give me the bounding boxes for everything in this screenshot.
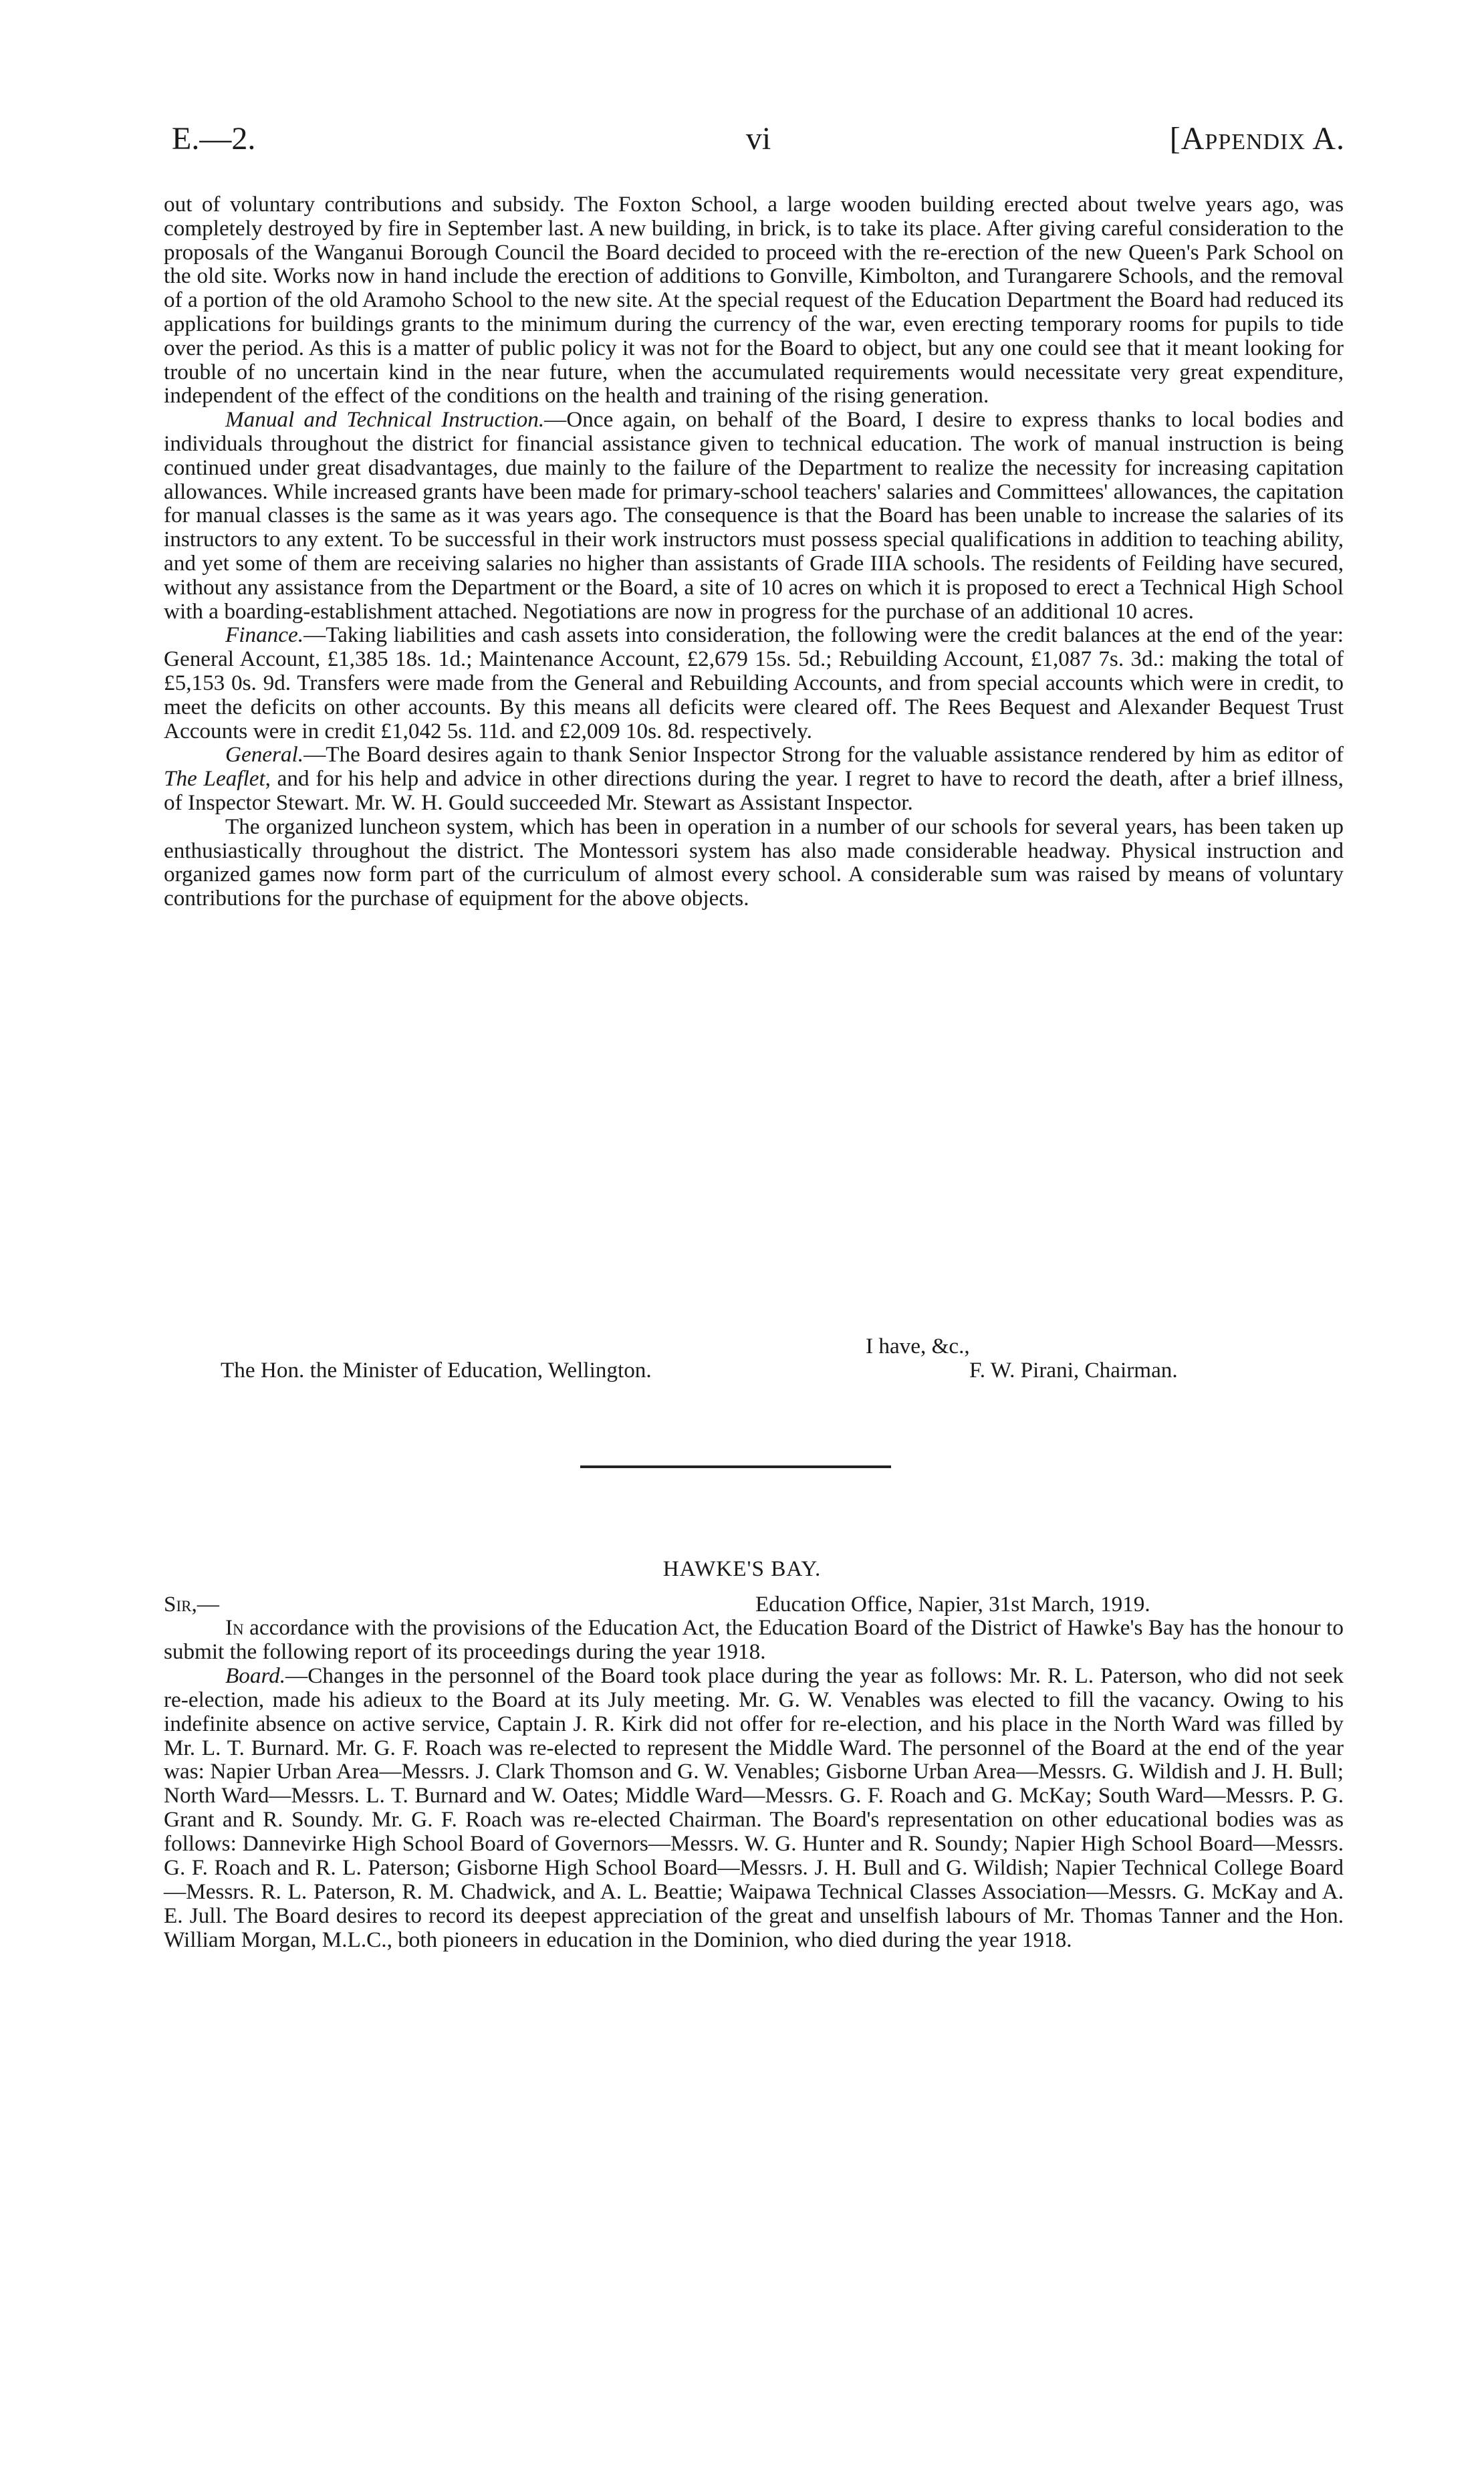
text-finance: —Taking liabilities and cash assets into consideration, the following were the credit balances at the end of the year: General Account, £1,385 18s. 1d.; Maintenance Account, £2,679 15s. 5d.; Rebuilding Account, £1,087 7s. 3d.: making the total of £5,153 0s. 9d. Transfers were made from the General and Rebuilding Accounts, and from special accounts which were in credit, to meet the deficits on other accounts. By this means all deficits were cleared off. The Rees Bequest and Alexander Bequest Trust Accounts were in credit £1,042 5s. 11d. and £2,009 10s. 8d. respectively. [164,622,1344,743]
wanganui-report-body [164,193,1344,911]
signature: F. W. Pirani, Chairman. [969,1358,1178,1383]
heading-general: General. [225,742,304,767]
hawkes-bay-report-body [164,1616,1344,1952]
heading-board: Board. [225,1663,286,1688]
heading-finance: Finance. [225,622,304,648]
paragraph-buildings: out of voluntary contributions and subsidy. The Foxton School, a large wooden building erected about twelve years ago, was completely destroyed by fire in September last. A new building, in brick, is to take its place. After giving careful consideration to the proposals of the Wanganui Borough Council the Board decided to proceed with the re-erection of the new Queen's Park School on the old site. Works now in hand include the erection of additions to Gonville, Kimbolton, and Turangarere Schools, and the removal of a portion of the old Aramoho School to the new site. At the special request of the Education Department the Board had reduced its applications for buildings grants to the minimum during the currency of the war, even erecting temporary rooms for pupils to tide over the period. As this is a matter of public policy it was not for the Board to object, but any one could see that it meant looking for trouble of no uncertain kind in the near future, when the accumulated requirements would necessitate very great expenditure, independent of the effect of the conditions on the health and training of the rising generation. [164,192,1344,408]
paragraph-board [164,1664,1344,1952]
addressee: The Hon. the Minister of Education, Wellington. [221,1358,652,1383]
text-general-a: —The Board desires again to thank Senior Inspector Strong for the valuable assistance rendered by him as editor of [303,742,1344,767]
paragraph-intro [164,1616,1344,1664]
text-manual-technical: —Once again, on behalf of the Board, I desire to express thanks to local bodies and individuals throughout the district for financial assistance given to technical education. The work of manual instruction is being continued under great disadvantages, due mainly to the failure of the Department to realize the necessity for increasing capitation allowances. While increased grants have been made for primary-school teachers' salaries and Committees' allowances, the capitation for manual classes is the same as it was years ago. The consequence is that the Board has been unable to increase the salaries of its instructors to any extent. To be successful in their work instructors must possess special qualifications in addition to teaching ability, and yet some of them are receiving salaries no higher than assistants of Grade IIIA schools. The residents of Feilding have secured, without any assistance from the Department or the Board, a site of 10 acres on which it is proposed to erect a Technical High School with a boarding-establishment attached. Negotiations are now in progress for the purchase of an additional 10 acres. [164,407,1344,624]
paragraph-luncheon: The organized luncheon system, which has been in operation in a number of our schools for several years, has been taken up enthusiastically throughout the district. The Montessori system has also made considerable headway. Physical instruction and organized games now form part of the curriculum of almost every school. A considerable sum was raised by means of voluntary contributions for the purchase of equipment for the above objects. [164,814,1344,911]
office-dateline: Education Office, Napier, 31st March, 1919. [755,1592,1150,1617]
salutation: Sir,— [164,1592,219,1617]
header-appendix: [Appendix A. [1169,121,1345,156]
page-number: vi [745,121,771,156]
heading-manual-technical: Manual and Technical Instruction. [225,407,545,433]
text-intro: accordance with the provisions of the Education Act, the Education Board of the District of Hawke's Bay has the honour to submit the following report of its proceedings during the year 1918. [164,1615,1344,1664]
paragraph-finance [164,623,1344,743]
publication-title: The Leaflet [164,766,265,792]
header-reference: E.—2. [172,121,256,156]
text-board: —Changes in the personnel of the Board took place during the year as follows: Mr. R. L. Paterson, who did not seek re-election, made his adieux to the Board at its July meeting. Mr. G. W. Venables was elected to fill the vacancy. Owing to his indefinite absence on active service, Captain J. R. Kirk did not offer for re-election, and his place in the North Ward was filled by Mr. L. T. Burnard. Mr. G. F. Roach was re-elected to represent the Middle Ward. The personnel of the Board at the end of the year was: Napier Urban Area—Messrs. J. Clark Thomson and G. W. Venables; Gisborne Urban Area—Messrs. G. Wildish and J. H. Bull; North Ward—Messrs. L. T. Burnard and W. Oates; Middle Ward—Messrs. G. F. Roach and G. McKay; South Ward—Messrs. P. G. Grant and R. Soundy. Mr. G. F. Roach was re-elected Chairman. The Board's representation on other educational bodies was as follows: Dannevirke High School Board of Governors—Messrs. W. G. Hunter and R. Soundy; Napier High School Board—Messrs. G. F. Roach and R. L. Paterson; Gisborne High School Board—Messrs. J. H. Bull and G. Wildish; Napier Technical College Board—Messrs. R. L. Paterson, R. M. Chadwick, and A. L. Beattie; Waipawa Technical Classes Association—Messrs. G. McKay and A. E. Jull. The Board desires to record its deepest appreciation of the great and unselfish labours of Mr. Thomas Tanner and the Hon. William Morgan, M.L.C., both pioneers in education in the Dominion, who died during the year 1918. [164,1663,1344,1952]
text-general-b: , and for his help and advice in other directions during the year. I regret to have to record the death, after a brief illness, of Inspector Stewart. Mr. W. H. Gould succeeded Mr. Stewart as Assistant Inspector. [164,766,1344,815]
paragraph-general [164,743,1344,814]
section-title-hawkes-bay: HAWKE'S BAY. [662,1556,822,1581]
section-divider [580,1465,891,1468]
closing-formula: I have, &c., [866,1334,970,1358]
page-header [172,120,1345,167]
paragraph-manual-technical [164,408,1344,623]
intro-first-word: In [225,1615,244,1640]
